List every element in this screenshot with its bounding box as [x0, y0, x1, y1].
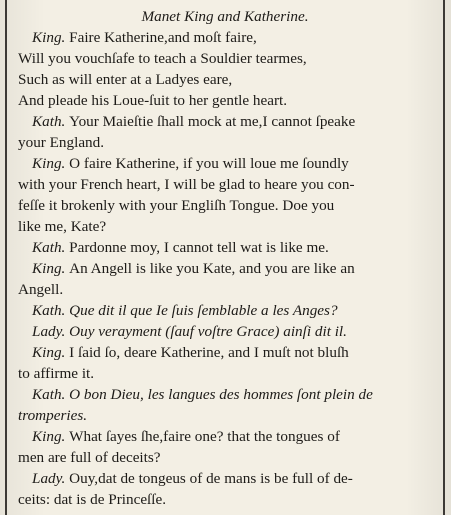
- speech-text: with your French heart, I will be glad to heare you con-: [18, 176, 355, 193]
- speech-line: [18, 48, 432, 69]
- speech-block: [18, 468, 432, 510]
- speech-first-line: [18, 384, 432, 405]
- speech-text: Your Maieſtie ſhall mock at me,I cannot ſpeake: [69, 113, 356, 130]
- speech-text: And pleade his Loue-ſuit to her gentle heart.: [18, 92, 288, 109]
- speech-block: [18, 300, 432, 321]
- speech-block: [18, 237, 432, 258]
- play-text-column: [18, 6, 432, 510]
- speech-line: [18, 216, 432, 237]
- speech-line: [18, 174, 432, 195]
- speech-first-line: [18, 27, 432, 48]
- speech-line: [18, 195, 432, 216]
- speech-block: [18, 27, 432, 111]
- speech-first-line: [18, 321, 432, 342]
- speech-text: tromperies.: [18, 407, 88, 424]
- speech-first-line: [18, 300, 432, 321]
- speech-first-line: [18, 342, 432, 363]
- speech-text: An Angell is like you Kate, and you are like an: [69, 260, 355, 277]
- scene-heading: Manet King and Katherine.: [141, 8, 309, 25]
- right-column-rule: [443, 0, 445, 515]
- speech-block: [18, 258, 432, 300]
- speech-first-line: [18, 426, 432, 447]
- speech-text: Ouy verayment (ſauf voſtre Grace) ainſi dit il.: [69, 323, 347, 340]
- speech-first-line: [18, 153, 432, 174]
- speech-text: your England.: [18, 134, 105, 151]
- speech-text: to affirme it.: [18, 365, 95, 382]
- speech-block: [18, 426, 432, 468]
- speech-text: Such as will enter at a Ladyes eare,: [18, 71, 233, 88]
- speaker-name: Kath.: [32, 113, 70, 130]
- speech-line: [18, 405, 432, 426]
- speech-first-line: [18, 468, 432, 489]
- speaker-name: King.: [32, 344, 70, 361]
- speech-text: O faire Katherine, if you will loue me ſoundly: [69, 155, 349, 172]
- speech-first-line: [18, 237, 432, 258]
- speech-line: [18, 489, 432, 510]
- speaker-name: King.: [32, 155, 70, 172]
- speech-line: [18, 132, 432, 153]
- speaker-name: Kath.: [32, 302, 70, 319]
- speech-text: like me, Kate?: [18, 218, 107, 235]
- speech-text: I ſaid ſo, deare Katherine, and I muſt not bluſh: [69, 344, 349, 361]
- speech-block: [18, 153, 432, 237]
- speech-text: Angell.: [18, 281, 64, 298]
- left-column-rule: [5, 0, 7, 515]
- speech-block: [18, 384, 432, 426]
- speech-text: What ſayes ſhe,faire one? that the tongues of: [69, 428, 340, 445]
- speaker-name: Kath.: [32, 239, 70, 256]
- speaker-name: King.: [32, 428, 70, 445]
- speech-text: O bon Dieu, les langues des hommes ſont plein de: [69, 386, 373, 403]
- speech-block: [18, 342, 432, 384]
- speech-text: Que dit il que Ie ſuis ſemblable a les Anges?: [69, 302, 338, 319]
- speech-line: [18, 363, 432, 384]
- speaker-name: Lady.: [32, 323, 70, 340]
- speech-block: [18, 321, 432, 342]
- speech-text: Ouy,dat de tongeus of de mans is be full of de-: [69, 470, 353, 487]
- speech-line: [18, 90, 432, 111]
- speech-line: [18, 279, 432, 300]
- speech-first-line: [18, 111, 432, 132]
- speaker-name: Lady.: [32, 470, 70, 487]
- speech-line: [18, 447, 432, 468]
- speech-list: [18, 27, 432, 510]
- speaker-name: King.: [32, 29, 70, 46]
- speech-text: ceits: dat is de Princeſſe.: [18, 491, 167, 508]
- speaker-name: Kath.: [32, 386, 70, 403]
- speech-text: feſſe it brokenly with your Engliſh Tongue. Doe you: [18, 197, 335, 214]
- speech-line: [18, 69, 432, 90]
- speech-text: Faire Katherine,and moſt faire,: [69, 29, 257, 46]
- speech-text: Pardonne moy, I cannot tell wat is like me.: [69, 239, 329, 256]
- speaker-name: King.: [32, 260, 70, 277]
- speech-text: Will you vouchſafe to teach a Souldier tearmes,: [18, 50, 307, 67]
- speech-text: men are full of deceits?: [18, 449, 161, 466]
- speech-first-line: [18, 258, 432, 279]
- speech-block: [18, 111, 432, 153]
